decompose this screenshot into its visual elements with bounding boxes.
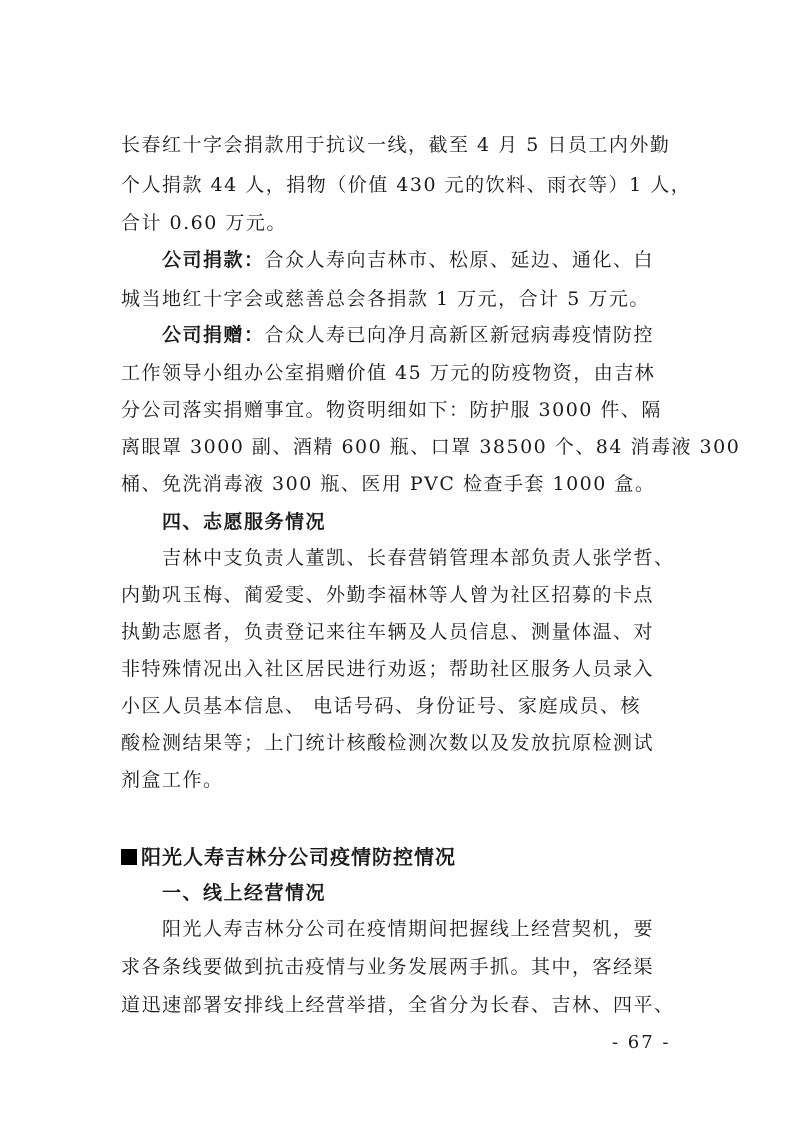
text-line: 合计 0.60 万元。 bbox=[121, 212, 287, 234]
text-span: 合众人寿向吉林市、松原、延边、通化、白 bbox=[264, 249, 655, 271]
text-line: 阳光人寿吉林分公司在疫情期间把握线上经营契机，要 bbox=[162, 918, 655, 940]
text-span: 合众人寿已向净月高新区新冠病毒疫情防控 bbox=[264, 324, 655, 346]
company-donation-label: 公司捐款： bbox=[162, 249, 265, 271]
text-line: 道迅速部署安排线上经营举措，全省分为长春、吉林、四平、 bbox=[121, 994, 675, 1016]
section-title-text: 阳光人寿吉林分公司疫情防控情况 bbox=[141, 845, 456, 869]
black-square-bullet-icon bbox=[121, 849, 137, 865]
text-line: 桶、免洗消毒液 300 瓶、医用 PVC 检查手套 1000 盒。 bbox=[121, 473, 656, 495]
text-line: 长春红十字会捐款用于抗议一线，截至 4 月 5 日员工内外勤 bbox=[121, 134, 671, 156]
text-line: 非特殊情况出入社区居民进行劝返；帮助社区服务人员录入 bbox=[121, 658, 655, 680]
text-line: 个人捐款 44 人，捐物（价值 430 元的饮料、雨衣等）1 人， bbox=[121, 174, 692, 196]
text-line bbox=[162, 248, 654, 272]
text-line: 酸检测结果等；上门统计核酸检测次数以及发放抗原检测试 bbox=[121, 732, 655, 754]
company-gift-label: 公司捐赠： bbox=[162, 324, 265, 346]
text-line: 内勤巩玉梅、蔺爱雯、外勤李福林等人曾为社区招募的卡点 bbox=[121, 584, 655, 606]
page-number: - 67 - bbox=[612, 1032, 671, 1053]
subheading-volunteer: 四、志愿服务情况 bbox=[162, 511, 327, 533]
text-line: 吉林中支负责人董凯、长春营销管理本部负责人张学哲、 bbox=[162, 547, 675, 569]
text-line: 求各条线要做到抗击疫情与业务发展两手抓。其中，客经渠 bbox=[121, 956, 655, 978]
text-line: 小区人员基本信息、 电话号码、身份证号、家庭成员、核 bbox=[121, 695, 642, 717]
text-line: 分公司落实捐赠事宜。物资明细如下：防护服 3000 件、隔 bbox=[121, 399, 662, 421]
text-line: 执勤志愿者，负责登记来往车辆及人员信息、测量体温、对 bbox=[121, 621, 655, 643]
section-title bbox=[121, 845, 456, 869]
text-line bbox=[162, 323, 654, 347]
text-line: 工作领导小组办公室捐赠价值 45 万元的防疫物资，由吉林 bbox=[121, 362, 656, 384]
text-line: 剂盒工作。 bbox=[121, 769, 224, 791]
subheading-online: 一、线上经营情况 bbox=[162, 882, 327, 904]
text-line: 离眼罩 3000 副、酒精 600 瓶、口罩 38500 个、84 消毒液 300 bbox=[121, 436, 741, 458]
text-line: 城当地红十字会或慈善总会各捐款 1 万元，合计 5 万元。 bbox=[121, 288, 650, 310]
